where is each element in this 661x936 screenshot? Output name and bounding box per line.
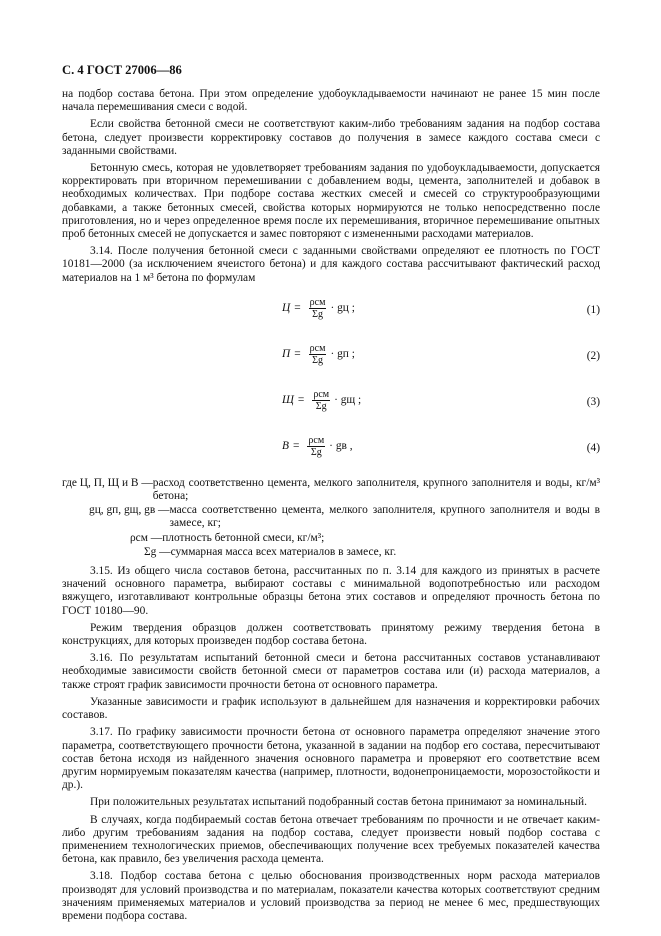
formula-number: (3) — [586, 395, 600, 408]
paragraph: 3.14. После получения бетонной смеси с заданными свойствами определяют ее плотность по ГОСТ 10181—2000 (за исключением ячеистого бетона) и для каждого состава рассчитывают фактический расход материалов на 1 м³ бетона по формулам — [62, 245, 600, 284]
formula-3: Щ = $\frac{\text{ρсм}}{\Sigma g}$ · gщ ; (3) — [282, 388, 600, 412]
formula-rhs: · gщ ; — [334, 393, 362, 406]
paragraph: 3.16. По результатам испытаний бетонной смеси и бетона рассчитанных составов устанавливают необходимые зависимости свойств бетонной смеси от параметров состава или (и) расхода материалов, а также строят график зависимости прочности бетона от основного параметра. — [62, 652, 600, 691]
fraction-denominator: Σg — [312, 354, 323, 366]
formula-1: Ц = $\frac{\text{ρсм}}{\Sigma g}$ · gц ; (1) — [282, 296, 600, 320]
formula-number: (4) — [586, 441, 600, 454]
paragraph: 3.15. Из общего числа составов бетона, рассчитанных по п. 3.14 для каждого из принятых в расчете значений основного параметра, выбирают составы с минимальной водопотребностью или расходом вяжущего, изготавливают контрольные образцы бетона этих составов и определяют прочность бетона по ГОСТ 10180—90. — [62, 565, 600, 617]
formula-rhs: · gв , — [329, 439, 353, 452]
paragraph: Режим твердения образцов должен соответствовать принятому режиму твердения бетона в конструкциях, для которых произведен подбор состава бетона. — [62, 621, 600, 648]
formula-rhs: · gц ; — [330, 301, 355, 314]
formula-fraction — [309, 343, 327, 366]
paragraph: Указанные зависимости и график используют в дальнейшем для назначения и корректировки рабочих составов. — [62, 695, 600, 722]
paragraph: Если свойства бетонной смеси не соответствуют каким-либо требованиям задания на подбор состава бетона, следует произвести корректировку составов до получения в замесе каждого состава смеси с заданными свойствами. — [62, 118, 600, 157]
definition-symbol: где Ц, П, Щ и В — — [62, 476, 153, 489]
paragraph: В случаях, когда подбираемый состав бетона отвечает требованиям по прочности и не отвечает каким-либо другим требованиям задания на подбор состава, следует произвести новый подбор состава с применением технологических приемов, обеспечивающих получение всех требуемых показателей качества бетона, как правило, без увеличения расхода цемента. — [62, 813, 600, 866]
fraction-denominator: Σg — [310, 446, 322, 458]
formula-lhs: Щ — [282, 393, 294, 406]
fraction-numerator: ρсм — [313, 388, 330, 400]
definitions-list — [62, 477, 600, 559]
definition-text: масса соответственно цемента, мелкого заполнителя, крупного заполнителя и воды в замесе, кг; — [169, 504, 600, 530]
formula-4: В = $\frac{\text{ρсм}}{\Sigma g}$ · gв , (4) — [282, 434, 600, 458]
page-header: С. 4 ГОСТ 27006—86 — [62, 63, 182, 77]
paragraph: 3.18. Подбор состава бетона с целью обоснования производственных норм расхода материалов производят для условий производства и по материалам, показатели качества которых соответствуют средним значениям применяемых материалов и условий производства за период не менее 6 мес, предшествующих времени подбора состава. — [62, 870, 600, 922]
formula-lhs: В — [282, 439, 289, 452]
definition-symbol: ρсм — — [130, 531, 163, 544]
document-body — [62, 88, 600, 927]
paragraph: на подбор состава бетона. При этом определение удобоукладываемости начинают не ранее 15 мин после начала перемешивания смеси с водой. — [62, 88, 600, 114]
fraction-denominator: Σg — [315, 400, 327, 412]
definition-text: расход соответственно цемента, мелкого заполнителя, крупного заполнителя и воды, кг/м³ бетона; — [152, 476, 600, 503]
definition-symbol: Σg — — [144, 545, 171, 558]
formula-2: П = $\frac{\text{ρсм}}{\Sigma g}$ · gп ; (2) — [282, 342, 600, 366]
formula-lhs: П — [282, 347, 291, 360]
formula-fraction — [309, 297, 327, 320]
formula-rhs: · gп ; — [330, 347, 355, 360]
formula-fraction — [312, 389, 330, 412]
paragraph: Бетонную смесь, которая не удовлетворяет требованиям задания по удобоукладываемости, допускается корректировать при вторичном перемешивании с добавлением воды, цемента, заполнителей и добавок в необходимых количествах. При подборе состава жестких смесей и смесей со структурообразующими добавками, а также бетонных смесей, свойства которых нормируются не только непосредственно после приготовления, но и через определенное время после их перемешивания, вторичное перемешивание опытных проб бетонных смесей не допускается и замес повторяют с измененными расходами материалов. — [62, 162, 600, 241]
paragraph: При положительных результатах испытаний подобранный состав бетона принимают за номинальный. — [90, 796, 587, 809]
formula-number: (1) — [586, 303, 600, 316]
definition-text: суммарная масса всех материалов в замесе, кг. — [170, 545, 397, 558]
fraction-denominator: Σg — [312, 308, 323, 320]
definition-text: плотность бетонной смеси, кг/м³; — [162, 531, 325, 544]
fraction-numerator: ρсм — [309, 342, 326, 354]
formula-lhs: Ц — [282, 301, 291, 314]
formula-number: (2) — [586, 349, 600, 362]
definition-symbol: gц, gп, gщ, gв — — [89, 504, 170, 517]
definition-item — [62, 477, 600, 503]
formula-fraction — [307, 435, 325, 458]
paragraph: 3.17. По графику зависимости прочности бетона от основного параметра определяют значение этого параметра, соответствующего прочности бетона, указанной в задании на подбор его состава, пересчитывают состав бетона исходя из найденного значения основного параметра и проверяют его соответствие всем другим нормируемым показателям качества (например, плотности, водонепроницаемости, морозостойкости и др.). — [62, 726, 600, 792]
definition-item — [62, 546, 600, 559]
fraction-numerator: ρсм — [309, 296, 326, 308]
fraction-numerator: ρсм — [308, 434, 325, 446]
definition-item — [62, 504, 600, 530]
definition-item — [62, 532, 600, 545]
